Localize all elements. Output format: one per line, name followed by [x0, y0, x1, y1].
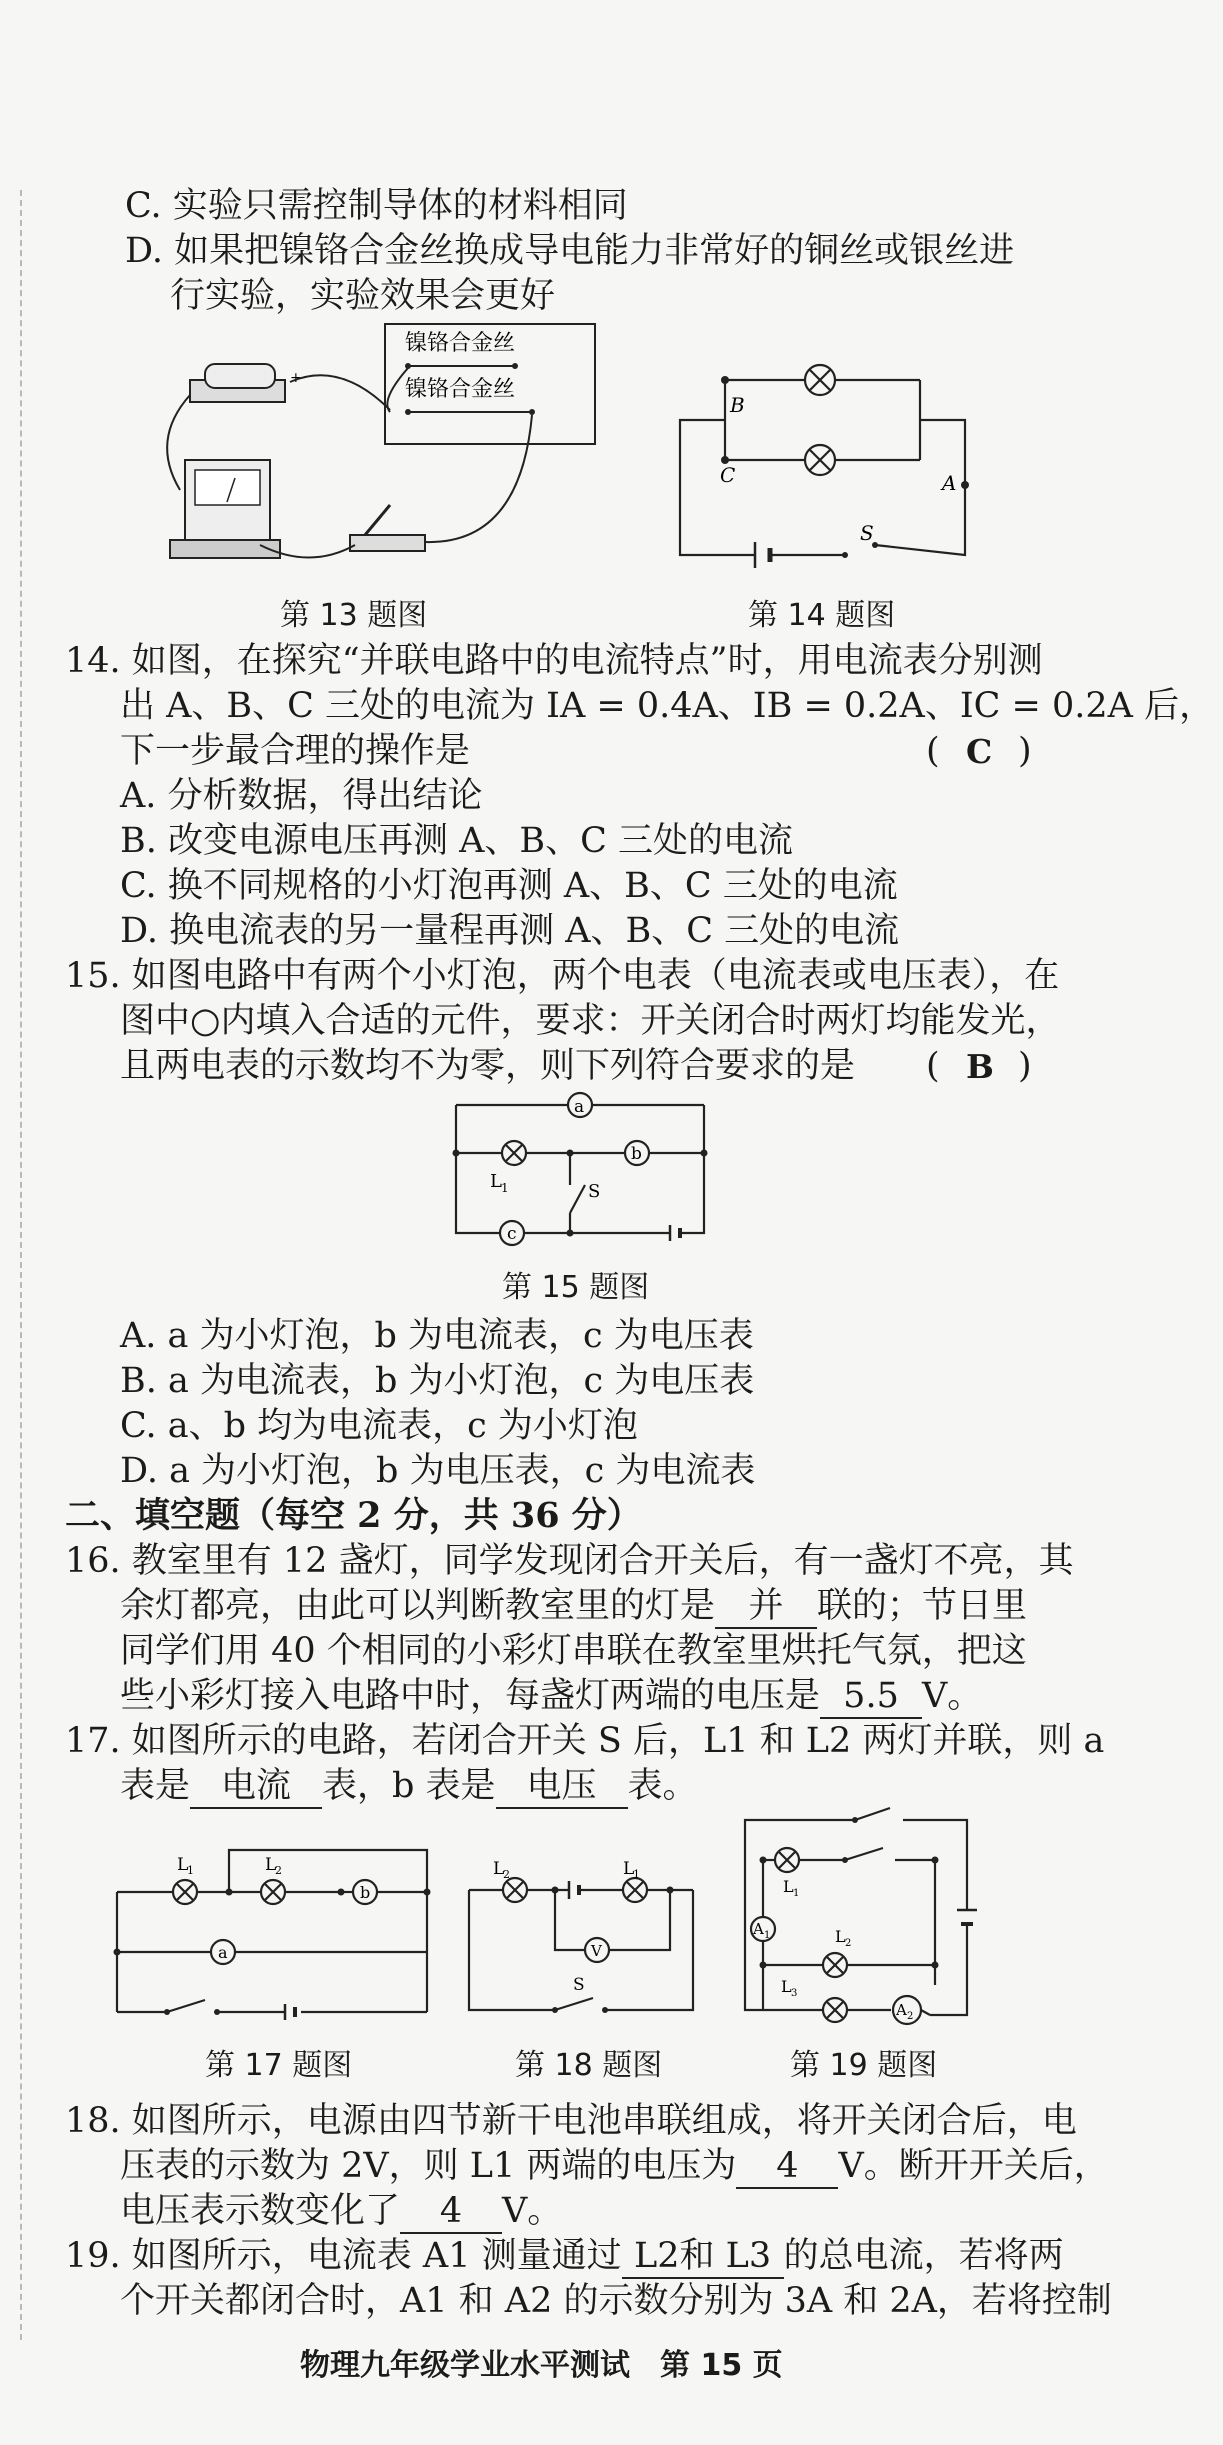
svg-text:2: 2 — [907, 2011, 914, 2022]
q15-option-a: A. a 为小灯泡，b 为电流表，c 为电压表 — [120, 1316, 754, 1356]
q16-line4 — [120, 1675, 982, 1719]
q19-line2: 个开关都闭合时，A1 和 A2 的示数分别为 3A 和 2A，若将控制 — [120, 2281, 1112, 2321]
q19-line1-start: 19. 如图所示，电流表 A1 测量通过 — [65, 2236, 622, 2276]
svg-text:1: 1 — [764, 1930, 771, 1941]
svg-text:L: L — [783, 1877, 794, 1896]
svg-text:L: L — [781, 1977, 792, 1996]
svg-text:L: L — [177, 1855, 189, 1875]
svg-text:b: b — [631, 1144, 642, 1164]
q15-option-b: B. a 为电流表，b 为小灯泡，c 为电压表 — [120, 1361, 755, 1401]
figure-14-caption: 第 14 题图 — [748, 598, 896, 633]
figure-15-circuit — [440, 1085, 720, 1250]
q14-line1: 14. 如图，在探究“并联电路中的电流特点”时，用电流表分别测 — [65, 641, 1043, 681]
svg-text:1: 1 — [793, 1888, 800, 1899]
q16-line1: 16. 教室里有 12 盏灯，同学发现闭合开关后，有一盏灯不亮，其 — [65, 1541, 1074, 1581]
q14-paren-close: ) — [1018, 731, 1032, 771]
q14-option-d: D. 换电流表的另一量程再测 A、B、C 三处的电流 — [120, 911, 900, 951]
q15-line2: 图中○内填入合适的元件，要求：开关闭合时两灯均能发光， — [120, 1001, 1061, 1041]
q16-line2-end: 联的；节日里 — [817, 1586, 1028, 1626]
page-footer: 物理九年级学业水平测试 第 15 页 — [300, 2348, 783, 2383]
figure-17-caption: 第 17 题图 — [205, 2048, 353, 2083]
svg-text:V: V — [591, 1942, 602, 1960]
q19-blank-1: L2和 L3 — [622, 2235, 784, 2279]
svg-text:L: L — [493, 1860, 505, 1879]
wire-label-2: 镍铬合金丝 — [405, 377, 516, 402]
figure-19-caption: 第 19 题图 — [790, 2048, 938, 2083]
svg-text:L: L — [265, 1855, 277, 1875]
q14-option-a: A. 分析数据，得出结论 — [120, 776, 483, 816]
svg-text:A: A — [753, 1920, 764, 1938]
figure-13-circuit — [140, 320, 610, 580]
q14-paren-open: ( — [926, 731, 940, 771]
q15-option-c: C. a、b 均为电流表，c 为小灯泡 — [120, 1406, 638, 1446]
svg-text:S: S — [573, 1975, 585, 1995]
q18-blank-2: 4 — [400, 2190, 502, 2234]
q13-option-d-line2: 行实验，实验效果会更好 — [170, 276, 556, 316]
q18-line2 — [120, 2145, 1109, 2189]
svg-text:+: + — [290, 370, 302, 386]
q18-blank-1: 4 — [736, 2145, 838, 2189]
q15-line1: 15. 如图电路中有两个小灯泡，两个电表（电流表或电压表），在 — [65, 956, 1060, 996]
q14-option-b: B. 改变电源电压再测 A、B、C 三处的电流 — [120, 821, 793, 861]
q18-line1: 18. 如图所示，电源由四节新干电池串联组成，将开关闭合后，电 — [65, 2101, 1077, 2141]
svg-text:B: B — [730, 393, 745, 417]
q16-blank-1: 并 — [715, 1585, 817, 1629]
svg-text:2: 2 — [275, 1864, 282, 1877]
svg-text:S: S — [588, 1181, 601, 1202]
svg-text:S: S — [860, 521, 874, 545]
q17-blank-1: 电流 — [190, 1765, 322, 1809]
q19-line1-end: 的总电流，若将两 — [783, 2236, 1064, 2276]
q18-line3 — [120, 2190, 562, 2234]
svg-text:c: c — [507, 1224, 517, 1244]
q13-option-d-line1: D. 如果把镍铬合金丝换成导电能力非常好的铜丝或银丝进 — [125, 231, 1015, 271]
svg-text:2: 2 — [503, 1868, 510, 1881]
figure-18-circuit — [455, 1860, 715, 2025]
figure-13-caption: 第 13 题图 — [280, 598, 428, 633]
q15-paren-close: ) — [1018, 1046, 1032, 1086]
svg-text:L: L — [490, 1171, 502, 1192]
q19-line1 — [65, 2235, 1064, 2279]
q15-line3: 且两电表的示数均不为零，则下列符合要求的是 — [120, 1046, 856, 1086]
q17-line2-start: 表是 — [120, 1766, 191, 1806]
svg-text:1: 1 — [633, 1868, 640, 1881]
q14-option-c: C. 换不同规格的小灯泡再测 A、B、C 三处的电流 — [120, 866, 898, 906]
figure-15-caption: 第 15 题图 — [502, 1270, 650, 1305]
q14-line3: 下一步最合理的操作是 — [120, 731, 471, 771]
svg-text:a: a — [574, 1097, 585, 1117]
wire-label-1: 镍铬合金丝 — [405, 331, 516, 356]
q16-blank-2: 5.5 — [820, 1675, 922, 1719]
q16-line4-end: V。 — [922, 1676, 983, 1716]
figure-19-circuit — [735, 1800, 985, 2030]
q17-line2 — [120, 1765, 698, 1809]
svg-text:3: 3 — [791, 1988, 798, 1999]
q18-line2-end: V。断开开关后， — [838, 2146, 1109, 2186]
q14-line2: 出 A、B、C 三处的电流为 IA = 0.4A、IB = 0.2A、IC = 0.2A 后， — [120, 686, 1215, 726]
svg-text:L: L — [623, 1860, 635, 1879]
svg-text:A: A — [942, 471, 957, 495]
q17-line2-end: 表。 — [627, 1766, 698, 1806]
svg-text:2: 2 — [845, 1938, 852, 1949]
q15-answer: B — [966, 1047, 994, 1086]
figure-18-caption: 第 18 题图 — [515, 2048, 663, 2083]
q16-line2 — [120, 1585, 1027, 1629]
svg-text:b: b — [360, 1883, 371, 1902]
svg-text:1: 1 — [501, 1181, 509, 1195]
q13-option-c: C. 实验只需控制导体的材料相同 — [125, 186, 628, 226]
q18-line2-start: 压表的示数为 2V，则 L1 两端的电压为 — [120, 2146, 737, 2186]
figure-14-circuit — [660, 360, 980, 570]
svg-text:L: L — [835, 1927, 846, 1946]
q17-line1: 17. 如图所示的电路，若闭合开关 S 后，L1 和 L2 两灯并联，则 a — [65, 1721, 1105, 1761]
q15-paren-open: ( — [926, 1046, 940, 1086]
q16-line4-start: 些小彩灯接入电路中时，每盏灯两端的电压是 — [120, 1676, 821, 1716]
q17-blank-2: 电压 — [496, 1765, 628, 1809]
q14-answer: C — [966, 732, 993, 771]
binding-margin-line — [20, 190, 22, 2340]
svg-text:a: a — [218, 1943, 228, 1962]
svg-text:1: 1 — [187, 1864, 194, 1877]
q17-line2-mid: 表，b 表是 — [322, 1766, 496, 1806]
q18-line3-start: 电压表示数变化了 — [120, 2191, 401, 2231]
q16-line2-start: 余灯都亮，由此可以判断教室里的灯是 — [120, 1586, 716, 1626]
section-2-heading: 二、填空题（每空 2 分，共 36 分） — [65, 1495, 642, 1536]
svg-text:A: A — [896, 2001, 907, 2019]
q18-line3-end: V。 — [502, 2191, 563, 2231]
svg-text:C: C — [720, 463, 736, 487]
figure-17-circuit — [105, 1830, 440, 2025]
q16-line3: 同学们用 40 个相同的小彩灯串联在教室里烘托气氛，把这 — [120, 1631, 1027, 1671]
q15-option-d: D. a 为小灯泡，b 为电压表，c 为电流表 — [120, 1451, 756, 1491]
